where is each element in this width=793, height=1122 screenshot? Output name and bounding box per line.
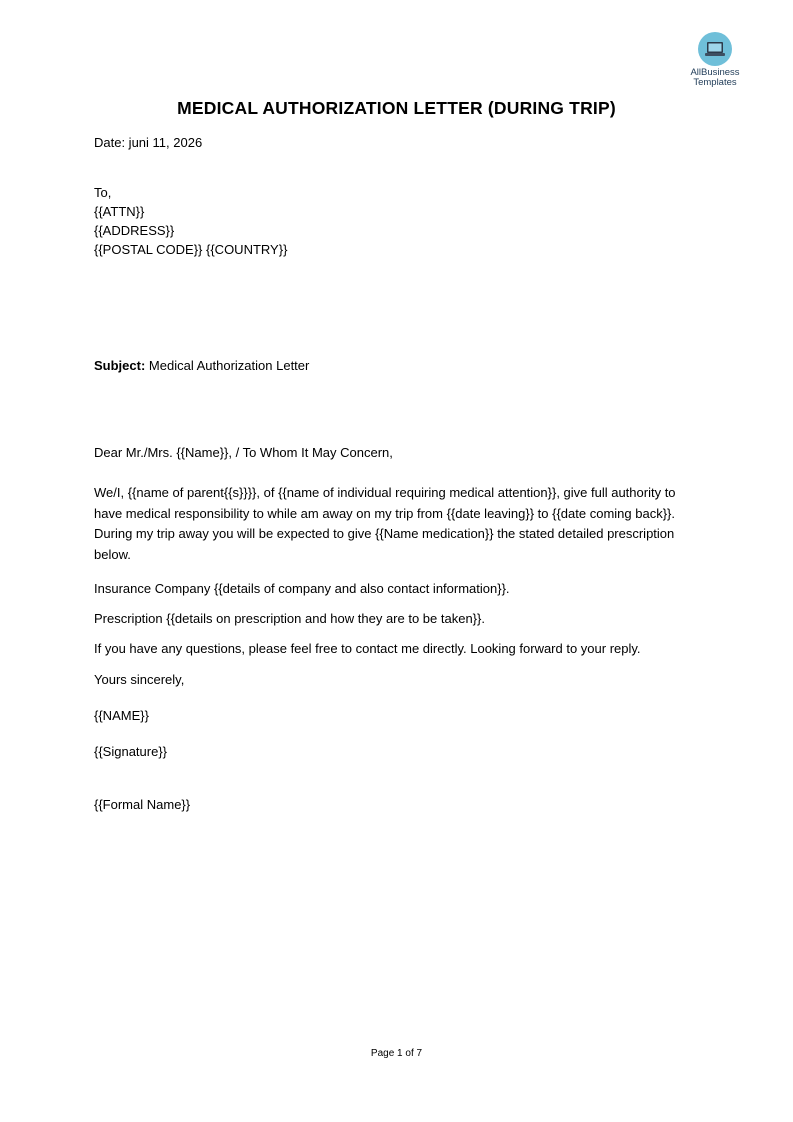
closing-signature: {{Signature}} [94, 744, 168, 759]
insurance-line: Insurance Company {{details of company and also contact information}}. [94, 581, 510, 596]
page-number: Page 1 of 7 [370, 1048, 423, 1059]
date-line: Date: juni 11, 2026 [94, 135, 203, 150]
body-paragraph-1: We/I, {{name of parent{{s}}}}, of {{name of individual requiring medical attention}}, give full authority to have medical responsibility to while am away on my trip from {{date leaving}} to {{date coming back}}. During my trip away you will be expected to give {{Name medication}} the stated detailed prescription below. [94, 485, 676, 562]
recipient-address: {{ADDRESS}} [94, 223, 175, 238]
allbusiness-logo [680, 32, 750, 88]
questions-line: If you have any questions, please feel free to contact me directly. Looking forward to your reply. [94, 641, 641, 656]
document-title: MEDICAL AUTHORIZATION LETTER (DURING TRIP) [177, 98, 616, 118]
subject-label: Subject: [94, 358, 146, 373]
closing-sincerely: Yours sincerely, [94, 672, 185, 687]
closing-formal-name: {{Formal Name}} [94, 797, 191, 812]
subject-text: Medical Authorization Letter [148, 358, 310, 373]
subject-line [94, 356, 309, 375]
closing-name: {{NAME}} [94, 708, 149, 723]
laptop-icon [698, 32, 732, 66]
prescription-line: Prescription {{details on prescription and how they are to be taken}}. [94, 611, 485, 626]
recipient-attn: {{ATTN}} [94, 204, 145, 219]
recipient-postal: {{POSTAL CODE}} {{COUNTRY}} [94, 242, 288, 257]
logo-text-line2: Templates [693, 77, 737, 88]
logo-text-line1: AllBusiness [690, 67, 740, 78]
recipient-to: To, [94, 185, 112, 200]
salutation: Dear Mr./Mrs. {{Name}}, / To Whom It May Concern, [94, 445, 393, 460]
